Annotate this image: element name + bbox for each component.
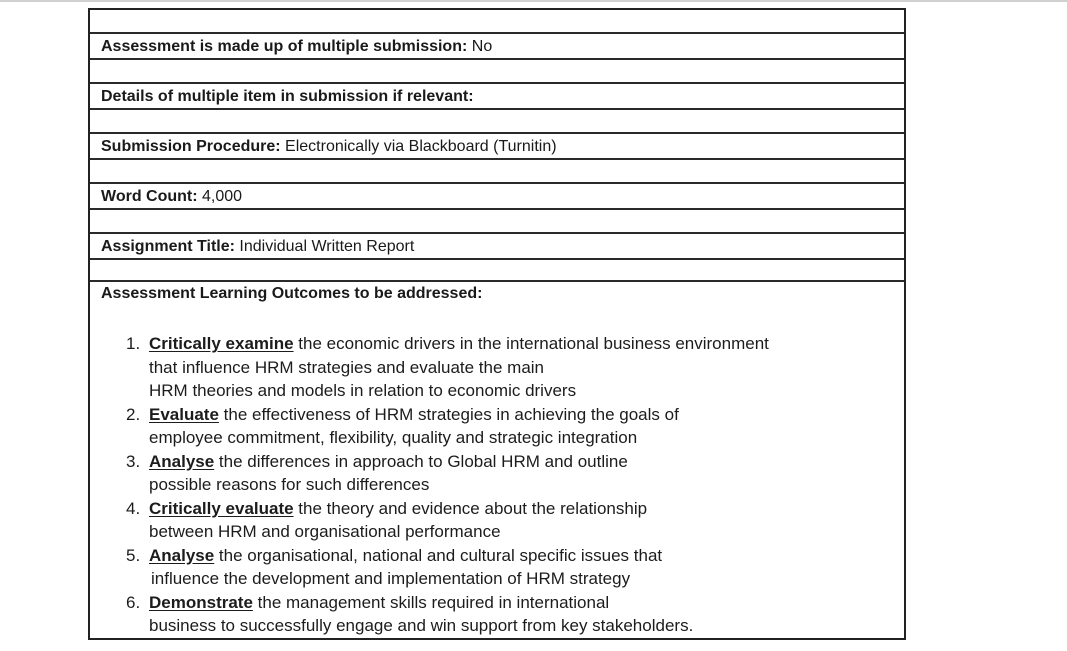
outcome-text: the theory and evidence about the relationship — [293, 498, 648, 518]
list-item-number: 1. — [126, 334, 141, 353]
word-count-row — [90, 184, 904, 210]
learning-outcomes-heading: Assessment Learning Outcomes to be addressed: — [101, 285, 483, 302]
outcome-text: business to successfully engage and win support from key stakeholders. — [149, 616, 694, 635]
learning-outcomes-row — [90, 282, 904, 638]
list-item — [126, 591, 904, 638]
table-spacer-row — [90, 160, 904, 184]
table-spacer-row — [90, 10, 904, 34]
outcome-keyword: Analyse — [149, 545, 215, 565]
outcome-text: HRM theories and models in relation to economic drivers — [149, 381, 577, 400]
list-item — [126, 403, 904, 450]
list-item-number: 4. — [126, 498, 141, 518]
list-item — [126, 497, 904, 544]
word-count-value: 4,000 — [197, 188, 243, 205]
list-item — [126, 450, 904, 497]
outcome-keyword: Evaluate — [149, 404, 219, 424]
multiple-submission-row — [90, 34, 904, 60]
learning-outcomes-list — [101, 332, 904, 638]
multiple-item-details-label: Details of multiple item in submission if relevant: — [101, 88, 474, 105]
assessment-details-table — [88, 8, 906, 640]
list-item-number: 6. — [126, 592, 141, 612]
table-spacer-row — [90, 210, 904, 234]
outcome-text: that influence HRM strategies and evaluate the main — [149, 357, 545, 377]
outcome-text: the economic drivers in the international business environment — [293, 334, 769, 353]
outcome-text: the organisational, national and cultural specific issues that — [214, 545, 663, 565]
cropped-previous-row — [90, 0, 908, 4]
outcome-text: the management skills required in international — [252, 592, 610, 612]
list-item-number: 2. — [126, 404, 141, 424]
table-spacer-row — [90, 110, 904, 134]
table-spacer-row — [90, 260, 904, 282]
submission-procedure-value: Electronically via Blackboard (Turnitin) — [280, 138, 557, 155]
outcome-text: employee commitment, flexibility, quality and strategic integration — [149, 428, 638, 447]
list-item-number: 3. — [126, 451, 141, 471]
outcome-text: the effectiveness of HRM strategies in achieving the goals of — [218, 404, 679, 424]
outcome-keyword: Critically examine — [149, 334, 294, 353]
outcome-text: possible reasons for such differences — [149, 475, 430, 494]
outcome-keyword: Critically evaluate — [149, 498, 294, 518]
submission-procedure-row — [90, 134, 904, 160]
multiple-item-details-row — [90, 84, 904, 110]
word-count-label: Word Count: — [101, 188, 198, 205]
submission-procedure-label: Submission Procedure: — [101, 138, 281, 155]
outcome-keyword: Analyse — [149, 451, 215, 471]
table-spacer-row — [90, 60, 904, 84]
outcome-text: influence the development and implementation of HRM strategy — [151, 569, 631, 588]
assignment-title-value: Individual Written Report — [234, 238, 415, 255]
multiple-submission-value: No — [467, 38, 493, 55]
outcome-text: between HRM and organisational performance — [149, 522, 501, 541]
assignment-title-label: Assignment Title: — [101, 238, 235, 255]
list-item — [126, 544, 904, 591]
outcome-keyword: Demonstrate — [149, 592, 253, 612]
outcome-text: the differences in approach to Global HRM and outline — [214, 451, 628, 471]
list-item-number: 5. — [126, 545, 141, 565]
list-item — [126, 332, 904, 403]
assignment-title-row — [90, 234, 904, 260]
multiple-submission-label: Assessment is made up of multiple submission: — [101, 38, 468, 55]
